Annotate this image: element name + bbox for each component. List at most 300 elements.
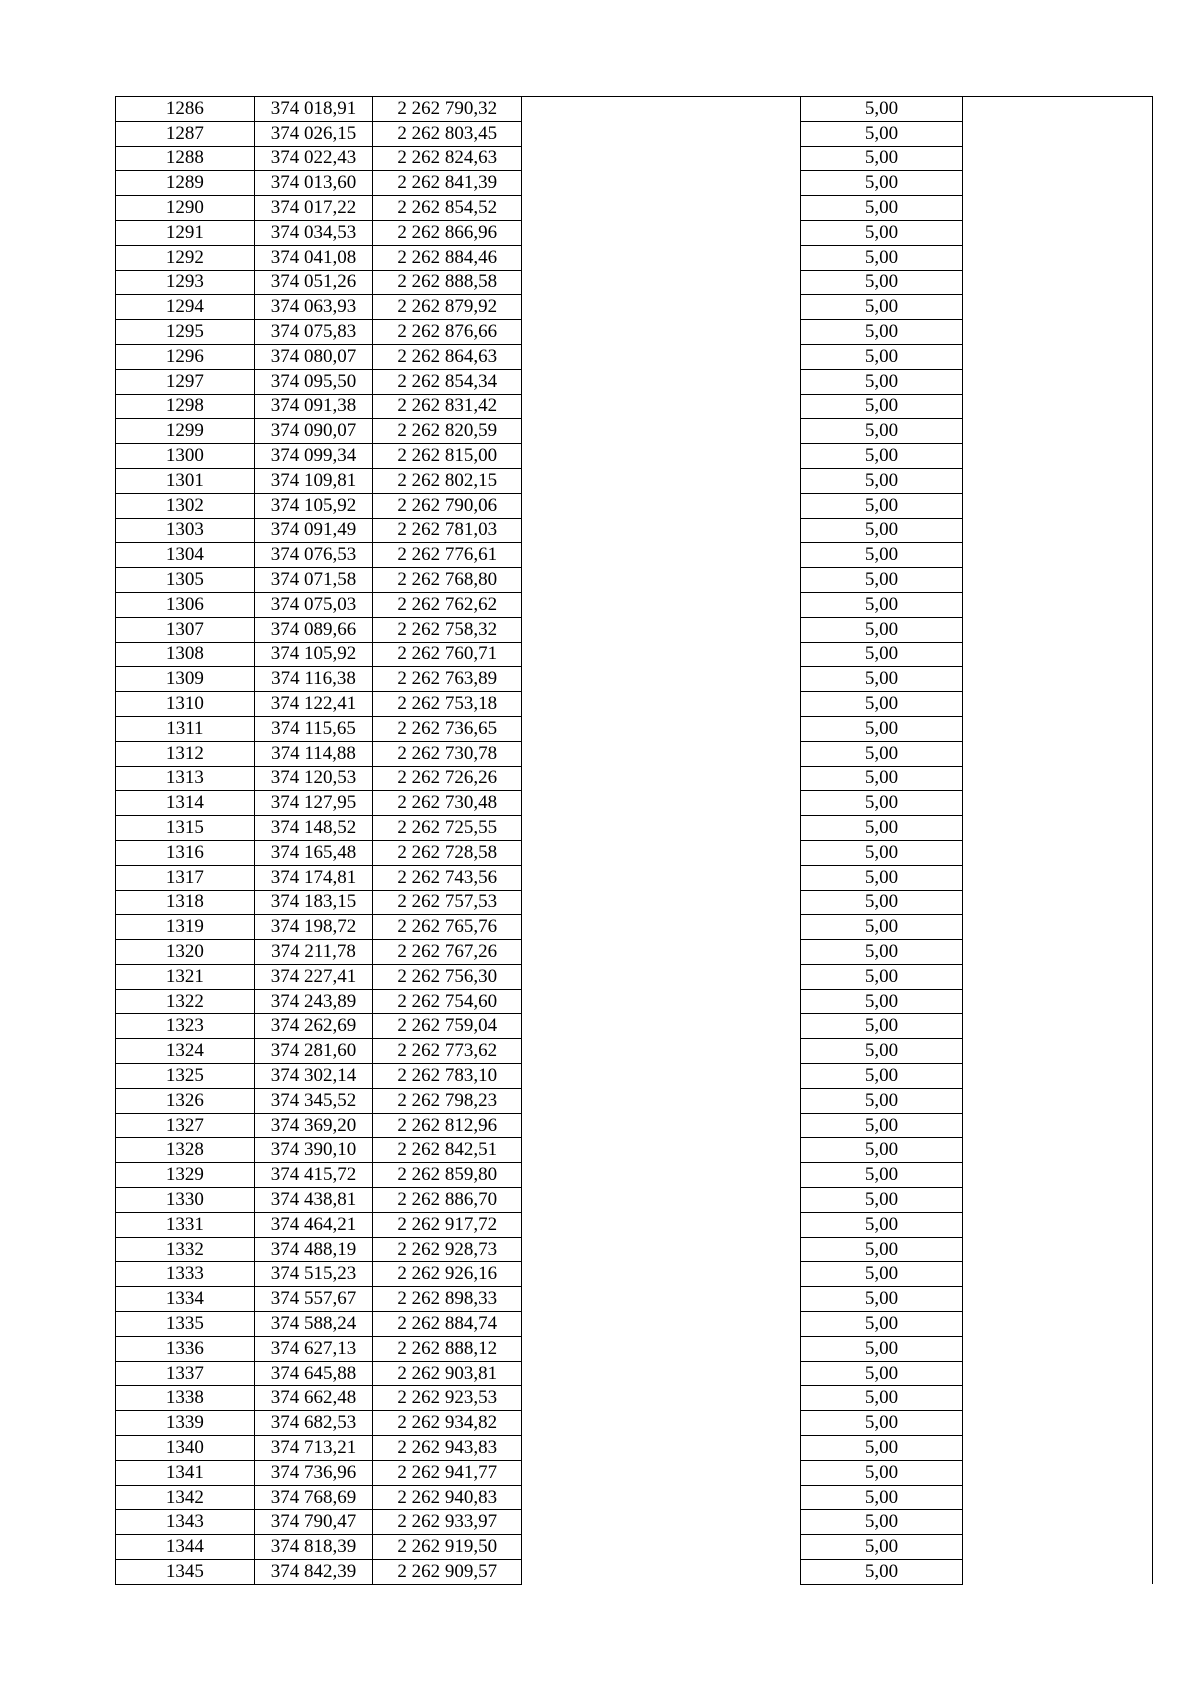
value-cell: 5,00 [800, 1535, 962, 1560]
empty-cell [522, 493, 801, 518]
x-coordinate-cell: 374 095,50 [254, 369, 372, 394]
point-number-cell: 1302 [116, 493, 255, 518]
empty-cell [522, 1361, 801, 1386]
empty-cell [963, 270, 1153, 295]
y-coordinate-cell: 2 262 756,30 [373, 964, 522, 989]
y-coordinate-cell: 2 262 758,32 [373, 617, 522, 642]
y-coordinate-cell: 2 262 934,82 [373, 1411, 522, 1436]
value-cell: 5,00 [800, 568, 962, 593]
empty-cell [963, 642, 1153, 667]
empty-cell [522, 1485, 801, 1510]
table-row [116, 766, 1153, 791]
table-row [116, 518, 1153, 543]
x-coordinate-cell: 374 488,19 [254, 1237, 372, 1262]
x-coordinate-cell: 374 369,20 [254, 1113, 372, 1138]
point-number-cell: 1328 [116, 1138, 255, 1163]
value-cell: 5,00 [800, 270, 962, 295]
value-cell: 5,00 [800, 468, 962, 493]
empty-cell [522, 692, 801, 717]
x-coordinate-cell: 374 091,49 [254, 518, 372, 543]
y-coordinate-cell: 2 262 886,70 [373, 1188, 522, 1213]
empty-cell [522, 270, 801, 295]
value-cell: 5,00 [800, 1237, 962, 1262]
empty-cell [522, 1436, 801, 1461]
point-number-cell: 1290 [116, 196, 255, 221]
table-row [116, 146, 1153, 171]
empty-cell [522, 196, 801, 221]
empty-cell [963, 97, 1153, 122]
x-coordinate-cell: 374 588,24 [254, 1312, 372, 1337]
point-number-cell: 1338 [116, 1386, 255, 1411]
x-coordinate-cell: 374 515,23 [254, 1262, 372, 1287]
value-cell: 5,00 [800, 543, 962, 568]
empty-cell [963, 394, 1153, 419]
y-coordinate-cell: 2 262 928,73 [373, 1237, 522, 1262]
empty-cell [522, 146, 801, 171]
value-cell: 5,00 [800, 220, 962, 245]
point-number-cell: 1329 [116, 1163, 255, 1188]
table-row [116, 543, 1153, 568]
empty-cell [522, 1411, 801, 1436]
x-coordinate-cell: 374 120,53 [254, 766, 372, 791]
y-coordinate-cell: 2 262 943,83 [373, 1436, 522, 1461]
x-coordinate-cell: 374 662,48 [254, 1386, 372, 1411]
point-number-cell: 1333 [116, 1262, 255, 1287]
value-cell: 5,00 [800, 1212, 962, 1237]
table-row [116, 444, 1153, 469]
empty-cell [963, 121, 1153, 146]
y-coordinate-cell: 2 262 820,59 [373, 419, 522, 444]
y-coordinate-cell: 2 262 768,80 [373, 568, 522, 593]
table-row [116, 121, 1153, 146]
empty-cell [963, 1535, 1153, 1560]
empty-cell [963, 1386, 1153, 1411]
y-coordinate-cell: 2 262 941,77 [373, 1460, 522, 1485]
table-row [116, 419, 1153, 444]
x-coordinate-cell: 374 183,15 [254, 890, 372, 915]
x-coordinate-cell: 374 051,26 [254, 270, 372, 295]
empty-cell [522, 1510, 801, 1535]
table-row [116, 1510, 1153, 1535]
x-coordinate-cell: 374 076,53 [254, 543, 372, 568]
y-coordinate-cell: 2 262 923,53 [373, 1386, 522, 1411]
value-cell: 5,00 [800, 1113, 962, 1138]
empty-cell [522, 915, 801, 940]
table-row [116, 171, 1153, 196]
table-row [116, 1163, 1153, 1188]
y-coordinate-cell: 2 262 888,58 [373, 270, 522, 295]
table-row [116, 220, 1153, 245]
x-coordinate-cell: 374 080,07 [254, 344, 372, 369]
y-coordinate-cell: 2 262 803,45 [373, 121, 522, 146]
empty-cell [963, 1113, 1153, 1138]
y-coordinate-cell: 2 262 898,33 [373, 1287, 522, 1312]
x-coordinate-cell: 374 116,38 [254, 667, 372, 692]
y-coordinate-cell: 2 262 730,48 [373, 791, 522, 816]
y-coordinate-cell: 2 262 762,62 [373, 592, 522, 617]
table-row [116, 568, 1153, 593]
x-coordinate-cell: 374 026,15 [254, 121, 372, 146]
point-number-cell: 1315 [116, 816, 255, 841]
x-coordinate-cell: 374 842,39 [254, 1560, 372, 1585]
empty-cell [522, 1262, 801, 1287]
y-coordinate-cell: 2 262 903,81 [373, 1361, 522, 1386]
table-row [116, 344, 1153, 369]
point-number-cell: 1305 [116, 568, 255, 593]
empty-cell [963, 667, 1153, 692]
y-coordinate-cell: 2 262 876,66 [373, 320, 522, 345]
empty-cell [963, 592, 1153, 617]
value-cell: 5,00 [800, 419, 962, 444]
point-number-cell: 1318 [116, 890, 255, 915]
y-coordinate-cell: 2 262 884,74 [373, 1312, 522, 1337]
empty-cell [963, 196, 1153, 221]
x-coordinate-cell: 374 464,21 [254, 1212, 372, 1237]
empty-cell [522, 766, 801, 791]
value-cell: 5,00 [800, 692, 962, 717]
value-cell: 5,00 [800, 121, 962, 146]
point-number-cell: 1316 [116, 840, 255, 865]
x-coordinate-cell: 374 174,81 [254, 865, 372, 890]
point-number-cell: 1306 [116, 592, 255, 617]
x-coordinate-cell: 374 165,48 [254, 840, 372, 865]
x-coordinate-cell: 374 281,60 [254, 1039, 372, 1064]
value-cell: 5,00 [800, 1460, 962, 1485]
value-cell: 5,00 [800, 840, 962, 865]
value-cell: 5,00 [800, 766, 962, 791]
x-coordinate-cell: 374 682,53 [254, 1411, 372, 1436]
empty-cell [522, 865, 801, 890]
empty-cell [963, 1064, 1153, 1089]
table-row [116, 716, 1153, 741]
value-cell: 5,00 [800, 1014, 962, 1039]
empty-cell [522, 320, 801, 345]
table-row [116, 1386, 1153, 1411]
empty-cell [522, 1064, 801, 1089]
point-number-cell: 1298 [116, 394, 255, 419]
x-coordinate-cell: 374 089,66 [254, 617, 372, 642]
point-number-cell: 1287 [116, 121, 255, 146]
value-cell: 5,00 [800, 716, 962, 741]
empty-cell [522, 369, 801, 394]
point-number-cell: 1319 [116, 915, 255, 940]
table-row [116, 1262, 1153, 1287]
y-coordinate-cell: 2 262 859,80 [373, 1163, 522, 1188]
empty-cell [963, 493, 1153, 518]
empty-cell [522, 1535, 801, 1560]
empty-cell [963, 741, 1153, 766]
y-coordinate-cell: 2 262 831,42 [373, 394, 522, 419]
x-coordinate-cell: 374 390,10 [254, 1138, 372, 1163]
point-number-cell: 1299 [116, 419, 255, 444]
table-row [116, 840, 1153, 865]
empty-cell [522, 741, 801, 766]
table-row [116, 1212, 1153, 1237]
x-coordinate-cell: 374 790,47 [254, 1510, 372, 1535]
value-cell: 5,00 [800, 1336, 962, 1361]
value-cell: 5,00 [800, 1436, 962, 1461]
empty-cell [963, 245, 1153, 270]
point-number-cell: 1337 [116, 1361, 255, 1386]
point-number-cell: 1317 [116, 865, 255, 890]
table-row [116, 940, 1153, 965]
point-number-cell: 1335 [116, 1312, 255, 1337]
empty-cell [963, 1088, 1153, 1113]
value-cell: 5,00 [800, 1485, 962, 1510]
y-coordinate-cell: 2 262 781,03 [373, 518, 522, 543]
point-number-cell: 1312 [116, 741, 255, 766]
point-number-cell: 1311 [116, 716, 255, 741]
point-number-cell: 1303 [116, 518, 255, 543]
point-number-cell: 1320 [116, 940, 255, 965]
empty-cell [963, 816, 1153, 841]
empty-cell [963, 1436, 1153, 1461]
x-coordinate-cell: 374 713,21 [254, 1436, 372, 1461]
empty-cell [963, 1287, 1153, 1312]
empty-cell [522, 1237, 801, 1262]
empty-cell [522, 97, 801, 122]
empty-cell [963, 617, 1153, 642]
empty-cell [522, 791, 801, 816]
value-cell: 5,00 [800, 1361, 962, 1386]
empty-cell [522, 568, 801, 593]
point-number-cell: 1325 [116, 1064, 255, 1089]
empty-cell [522, 989, 801, 1014]
point-number-cell: 1286 [116, 97, 255, 122]
point-number-cell: 1309 [116, 667, 255, 692]
x-coordinate-cell: 374 105,92 [254, 642, 372, 667]
value-cell: 5,00 [800, 617, 962, 642]
x-coordinate-cell: 374 041,08 [254, 245, 372, 270]
value-cell: 5,00 [800, 369, 962, 394]
y-coordinate-cell: 2 262 864,63 [373, 344, 522, 369]
value-cell: 5,00 [800, 989, 962, 1014]
x-coordinate-cell: 374 075,83 [254, 320, 372, 345]
empty-cell [522, 840, 801, 865]
point-number-cell: 1314 [116, 791, 255, 816]
table-row [116, 1088, 1153, 1113]
empty-cell [963, 1262, 1153, 1287]
y-coordinate-cell: 2 262 940,83 [373, 1485, 522, 1510]
table-row [116, 1460, 1153, 1485]
y-coordinate-cell: 2 262 888,12 [373, 1336, 522, 1361]
point-number-cell: 1341 [116, 1460, 255, 1485]
y-coordinate-cell: 2 262 730,78 [373, 741, 522, 766]
x-coordinate-cell: 374 114,88 [254, 741, 372, 766]
empty-cell [522, 1163, 801, 1188]
table-row [116, 245, 1153, 270]
x-coordinate-cell: 374 115,65 [254, 716, 372, 741]
table-row [116, 692, 1153, 717]
empty-cell [522, 890, 801, 915]
table-row [116, 1436, 1153, 1461]
y-coordinate-cell: 2 262 933,97 [373, 1510, 522, 1535]
table-row [116, 1535, 1153, 1560]
empty-cell [963, 369, 1153, 394]
empty-cell [963, 1560, 1153, 1585]
empty-cell [522, 444, 801, 469]
empty-cell [522, 543, 801, 568]
value-cell: 5,00 [800, 344, 962, 369]
y-coordinate-cell: 2 262 926,16 [373, 1262, 522, 1287]
value-cell: 5,00 [800, 493, 962, 518]
empty-cell [963, 840, 1153, 865]
point-number-cell: 1295 [116, 320, 255, 345]
x-coordinate-cell: 374 557,67 [254, 1287, 372, 1312]
empty-cell [522, 1336, 801, 1361]
y-coordinate-cell: 2 262 919,50 [373, 1535, 522, 1560]
empty-cell [522, 816, 801, 841]
table-row [116, 1485, 1153, 1510]
table-row [116, 493, 1153, 518]
point-number-cell: 1301 [116, 468, 255, 493]
empty-cell [522, 394, 801, 419]
x-coordinate-cell: 374 071,58 [254, 568, 372, 593]
table-row [116, 1138, 1153, 1163]
empty-cell [522, 468, 801, 493]
point-number-cell: 1296 [116, 344, 255, 369]
y-coordinate-cell: 2 262 909,57 [373, 1560, 522, 1585]
value-cell: 5,00 [800, 295, 962, 320]
table-row [116, 97, 1153, 122]
empty-cell [522, 1212, 801, 1237]
empty-cell [522, 964, 801, 989]
y-coordinate-cell: 2 262 757,53 [373, 890, 522, 915]
x-coordinate-cell: 374 645,88 [254, 1361, 372, 1386]
point-number-cell: 1294 [116, 295, 255, 320]
value-cell: 5,00 [800, 1163, 962, 1188]
x-coordinate-cell: 374 768,69 [254, 1485, 372, 1510]
y-coordinate-cell: 2 262 726,26 [373, 766, 522, 791]
point-number-cell: 1339 [116, 1411, 255, 1436]
value-cell: 5,00 [800, 1411, 962, 1436]
value-cell: 5,00 [800, 444, 962, 469]
empty-cell [522, 295, 801, 320]
y-coordinate-cell: 2 262 743,56 [373, 865, 522, 890]
x-coordinate-cell: 374 090,07 [254, 419, 372, 444]
y-coordinate-cell: 2 262 790,32 [373, 97, 522, 122]
value-cell: 5,00 [800, 1312, 962, 1337]
empty-cell [522, 1312, 801, 1337]
empty-cell [963, 1237, 1153, 1262]
table-row [116, 1411, 1153, 1436]
y-coordinate-cell: 2 262 842,51 [373, 1138, 522, 1163]
table-row [116, 369, 1153, 394]
table-row [116, 741, 1153, 766]
table-row [116, 791, 1153, 816]
empty-cell [522, 716, 801, 741]
y-coordinate-cell: 2 262 854,52 [373, 196, 522, 221]
x-coordinate-cell: 374 302,14 [254, 1064, 372, 1089]
empty-cell [522, 245, 801, 270]
empty-cell [963, 543, 1153, 568]
table-row [116, 1237, 1153, 1262]
point-number-cell: 1330 [116, 1188, 255, 1213]
x-coordinate-cell: 374 022,43 [254, 146, 372, 171]
y-coordinate-cell: 2 262 812,96 [373, 1113, 522, 1138]
value-cell: 5,00 [800, 97, 962, 122]
x-coordinate-cell: 374 099,34 [254, 444, 372, 469]
x-coordinate-cell: 374 818,39 [254, 1535, 372, 1560]
empty-cell [522, 1188, 801, 1213]
y-coordinate-cell: 2 262 790,06 [373, 493, 522, 518]
x-coordinate-cell: 374 148,52 [254, 816, 372, 841]
empty-cell [963, 1163, 1153, 1188]
y-coordinate-cell: 2 262 760,71 [373, 642, 522, 667]
point-number-cell: 1334 [116, 1287, 255, 1312]
point-number-cell: 1292 [116, 245, 255, 270]
y-coordinate-cell: 2 262 798,23 [373, 1088, 522, 1113]
point-number-cell: 1307 [116, 617, 255, 642]
empty-cell [522, 1138, 801, 1163]
point-number-cell: 1291 [116, 220, 255, 245]
x-coordinate-cell: 374 013,60 [254, 171, 372, 196]
empty-cell [522, 518, 801, 543]
x-coordinate-cell: 374 109,81 [254, 468, 372, 493]
x-coordinate-cell: 374 415,72 [254, 1163, 372, 1188]
empty-cell [963, 1361, 1153, 1386]
value-cell: 5,00 [800, 245, 962, 270]
empty-cell [963, 444, 1153, 469]
empty-cell [963, 964, 1153, 989]
y-coordinate-cell: 2 262 841,39 [373, 171, 522, 196]
value-cell: 5,00 [800, 1138, 962, 1163]
value-cell: 5,00 [800, 1088, 962, 1113]
empty-cell [963, 940, 1153, 965]
empty-cell [522, 419, 801, 444]
x-coordinate-cell: 374 127,95 [254, 791, 372, 816]
empty-cell [963, 1039, 1153, 1064]
y-coordinate-cell: 2 262 802,15 [373, 468, 522, 493]
value-cell: 5,00 [800, 518, 962, 543]
point-number-cell: 1288 [116, 146, 255, 171]
empty-cell [963, 1014, 1153, 1039]
point-number-cell: 1313 [116, 766, 255, 791]
y-coordinate-cell: 2 262 879,92 [373, 295, 522, 320]
empty-cell [522, 1460, 801, 1485]
empty-cell [963, 791, 1153, 816]
table-row [116, 270, 1153, 295]
empty-cell [522, 121, 801, 146]
x-coordinate-cell: 374 736,96 [254, 1460, 372, 1485]
y-coordinate-cell: 2 262 824,63 [373, 146, 522, 171]
point-number-cell: 1344 [116, 1535, 255, 1560]
x-coordinate-cell: 374 262,69 [254, 1014, 372, 1039]
point-number-cell: 1342 [116, 1485, 255, 1510]
empty-cell [963, 915, 1153, 940]
x-coordinate-cell: 374 198,72 [254, 915, 372, 940]
point-number-cell: 1297 [116, 369, 255, 394]
table-row [116, 196, 1153, 221]
point-number-cell: 1343 [116, 1510, 255, 1535]
table-row [116, 617, 1153, 642]
y-coordinate-cell: 2 262 736,65 [373, 716, 522, 741]
x-coordinate-cell: 374 075,03 [254, 592, 372, 617]
x-coordinate-cell: 374 017,22 [254, 196, 372, 221]
table-row [116, 468, 1153, 493]
y-coordinate-cell: 2 262 773,62 [373, 1039, 522, 1064]
table-row [116, 592, 1153, 617]
table-row [116, 1312, 1153, 1337]
value-cell: 5,00 [800, 1064, 962, 1089]
value-cell: 5,00 [800, 1262, 962, 1287]
value-cell: 5,00 [800, 940, 962, 965]
point-number-cell: 1324 [116, 1039, 255, 1064]
value-cell: 5,00 [800, 791, 962, 816]
point-number-cell: 1345 [116, 1560, 255, 1585]
empty-cell [522, 1386, 801, 1411]
empty-cell [963, 1336, 1153, 1361]
